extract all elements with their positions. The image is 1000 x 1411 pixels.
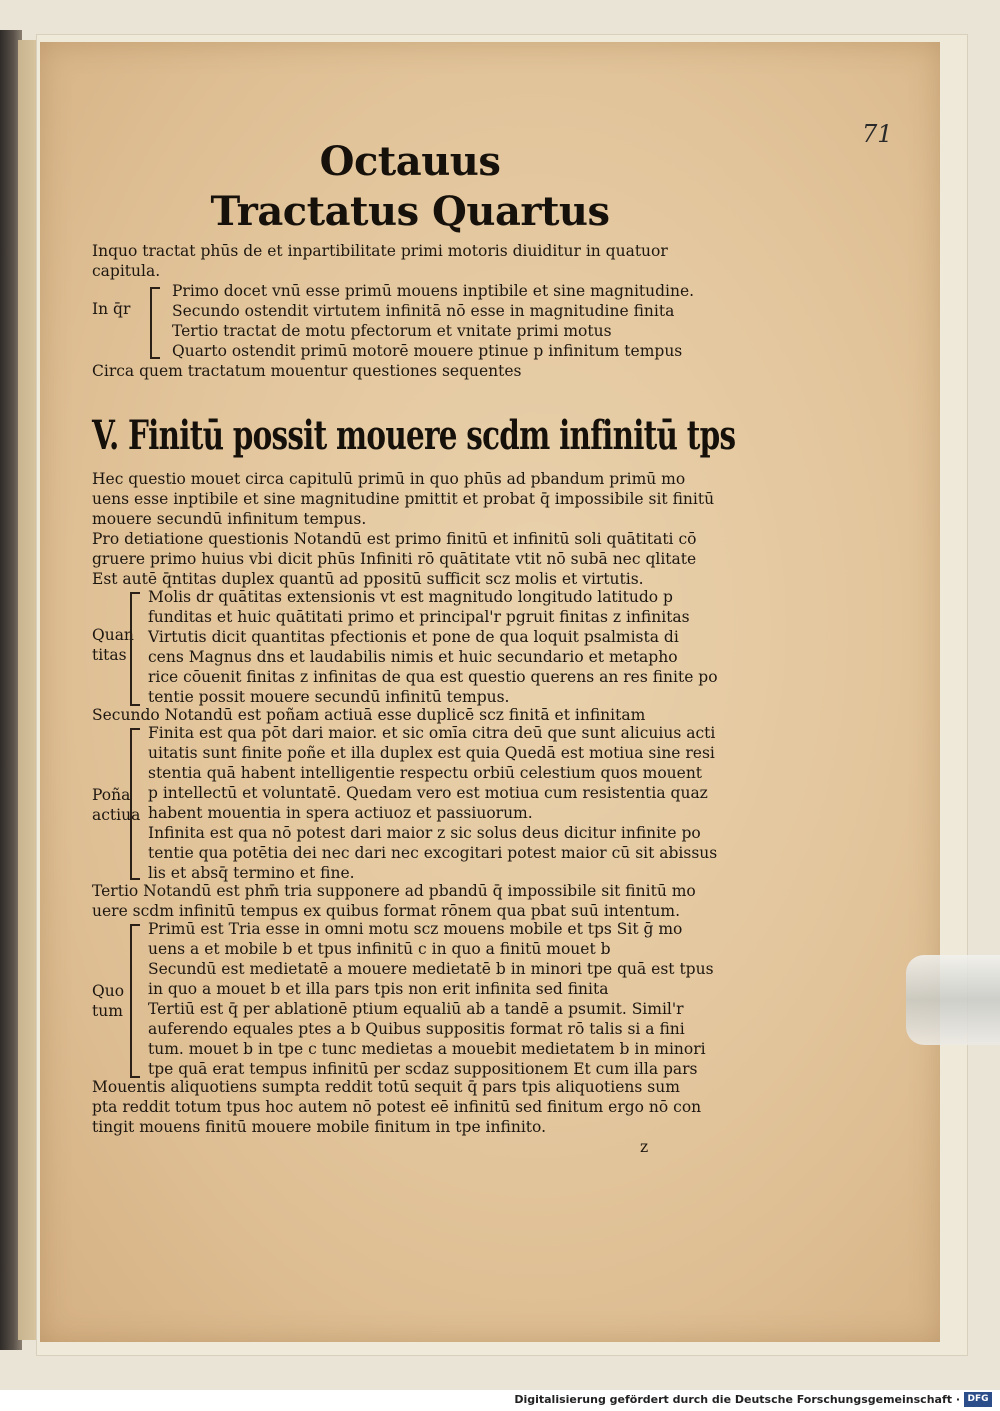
quotum-label: Quo [92,982,125,1000]
dfg-logo: DFG [964,1392,992,1407]
potentia-line: tentie qua potētia dei nec dari nec excogitari potest maior cū sit abissus [148,844,718,862]
quotum-line: auferendo equales ptes a b Quibus suppositis format rō talis si a fini [148,1020,685,1038]
body-line: Hec questio mouet circa capitulū primū in quo phūs ad pbandum primū mo [92,470,686,488]
potentia-label: Poña [92,786,131,804]
body-line: Mouentis aliquotiens sumpta reddit totū sequit q̄ pars tpis aliquotiens sum [92,1078,680,1096]
body-line: pta reddit totum tpus hoc autem nō potest eē infinitū sed finitum ergo nō con [92,1098,702,1116]
quotum-brace [130,924,140,1078]
chapter-item: Primo docet vnū esse primū mouens inptibile et sine magnitudine. [172,282,695,300]
quan-line: cens Magnus dns et laudabilis nimis et huic secundario et metapho [148,648,678,666]
potentia-line: Finita est qua pōt dari maior. et sic omīa citra deū que sunt alicuius acti [148,724,716,742]
quotum-line: uens a et mobile b et tpus infinitū c in quo a finitū mouet b [148,940,611,958]
potentia-line: uitatis sunt finite poñe et illa duplex est quia Quedā est motiua sine resi [148,744,715,762]
quan-line: Virtutis dicit quantitas pfectionis et pone de qua loquit psalmista di [148,628,679,646]
body-line: uens esse inptibile et sine magnitudine pmittit et probat q̄ impossibile sit finitū [92,490,715,508]
chapter-brace [150,287,160,359]
in-quo-label: In q̄r [92,300,131,318]
quotum-line: Primū est Tria esse in omni motu scz mouens mobile et tps Sit ḡ mo [148,920,683,938]
title-line-2: Tractatus Quartus [210,188,610,235]
potentia-brace [130,728,140,880]
quan-line: funditas et huic quātitati primo et principal'r pgruit finitas z infinitas [148,608,690,626]
intro-line: Inquo tractat phūs de et inpartibilitate primi motoris diuiditur in quatuor [92,242,668,260]
page-clamp [906,955,1000,1045]
title-line-1: Octauus [319,138,501,185]
funding-notice: Digitalisierung gefördert durch die Deutsche Forschungsgemeinschaft · [514,1393,960,1406]
body-line: tingit mouens finitū mouere mobile finitum in tpe infinito. [92,1118,546,1136]
question-heading: V. Finitū possit mouere scdm infinitū tps [92,412,736,459]
folio-number: 71 [862,120,893,148]
chapter-item: Secundo ostendit virtutem infinitā nō esse in magnitudine finita [172,302,675,320]
body-line: Secundo Notandū est poñam actiuā esse duplicē scz finitā et infinitam [92,706,646,724]
questions-line: Circa quem tractatum mouentur questiones sequentes [92,362,522,380]
chapter-item: Quarto ostendit primū motorē mouere ptinue p infinitum tempus [172,342,683,360]
quotum-line: tum. mouet b in tpe c tunc medietas a mouebit medietatem b in minori [148,1040,706,1058]
quotum-line: in quo a mouet b et illa pars tpis non erit infinita sed finita [148,980,609,998]
body-line: gruere primo huius vbi dicit phūs Infiniti rō quātitate vtit nō subā nec qlitate [92,550,697,568]
potentia-line: stentia quā habent intelligentie respectu orbiū celestium quos mouent [148,764,703,782]
body-line: Pro detiatione questionis Notandū est primo finitū et infinitū soli quātitati cō [92,530,697,548]
quotum-label: tum [92,1002,123,1020]
body-line: uere scdm infinitū tempus ex quibus format rōnem qua pbat suū intentum. [92,902,680,920]
potentia-line: habent mouentia in spera actiuoz et passiuorum. [148,804,533,822]
quotum-line: Secundū est medietatē a mouere medietatē b in minori tpe quā est tpus [148,960,714,978]
potentia-line: p intellectū et voluntatē. Quedam vero est motiua cum resistentia quaz [148,784,708,802]
quan-label: titas [92,646,127,664]
quotum-line: Tertiū est q̄ per ablationē ptium equaliū ab a tandē a psumit. Simil'r [148,1000,684,1018]
quotum-line: tpe quā erat tempus infinitū per scdaz suppositionem Et cum illa pars [148,1060,698,1078]
quan-line: tentie possit mouere secundū infinitū tempus. [148,688,510,706]
chapter-item: Tertio tractat de motu pfectorum et vnitate primi motus [172,322,612,340]
intro-line: capitula. [92,262,161,280]
potentia-label: actiua [92,806,141,824]
quan-line: Molis dr quātitas extensionis vt est magnitudo longitudo latitudo p [148,588,673,606]
potentia-line: Infinita est qua nō potest dari maior z sic solus deus dicitur infinite po [148,824,701,842]
signature-mark: z [640,1138,649,1156]
quan-line: rice cōuenit finitas z infinitas de qua est questio querens an res finite po [148,668,718,686]
quan-brace [130,592,140,706]
footer-bar [0,1390,1000,1411]
body-line: Tertio Notandū est phm̄ tria supponere ad pbandū q̄ impossibile sit finitū mo [92,882,696,900]
body-line: mouere secundū infinitum tempus. [92,510,367,528]
quan-label: Quan [92,626,134,644]
potentia-line: lis et absq̄ termino et fine. [148,864,355,882]
body-line: Est autē q̄ntitas duplex quantū ad ppositū sufficit scz molis et virtutis. [92,570,644,588]
